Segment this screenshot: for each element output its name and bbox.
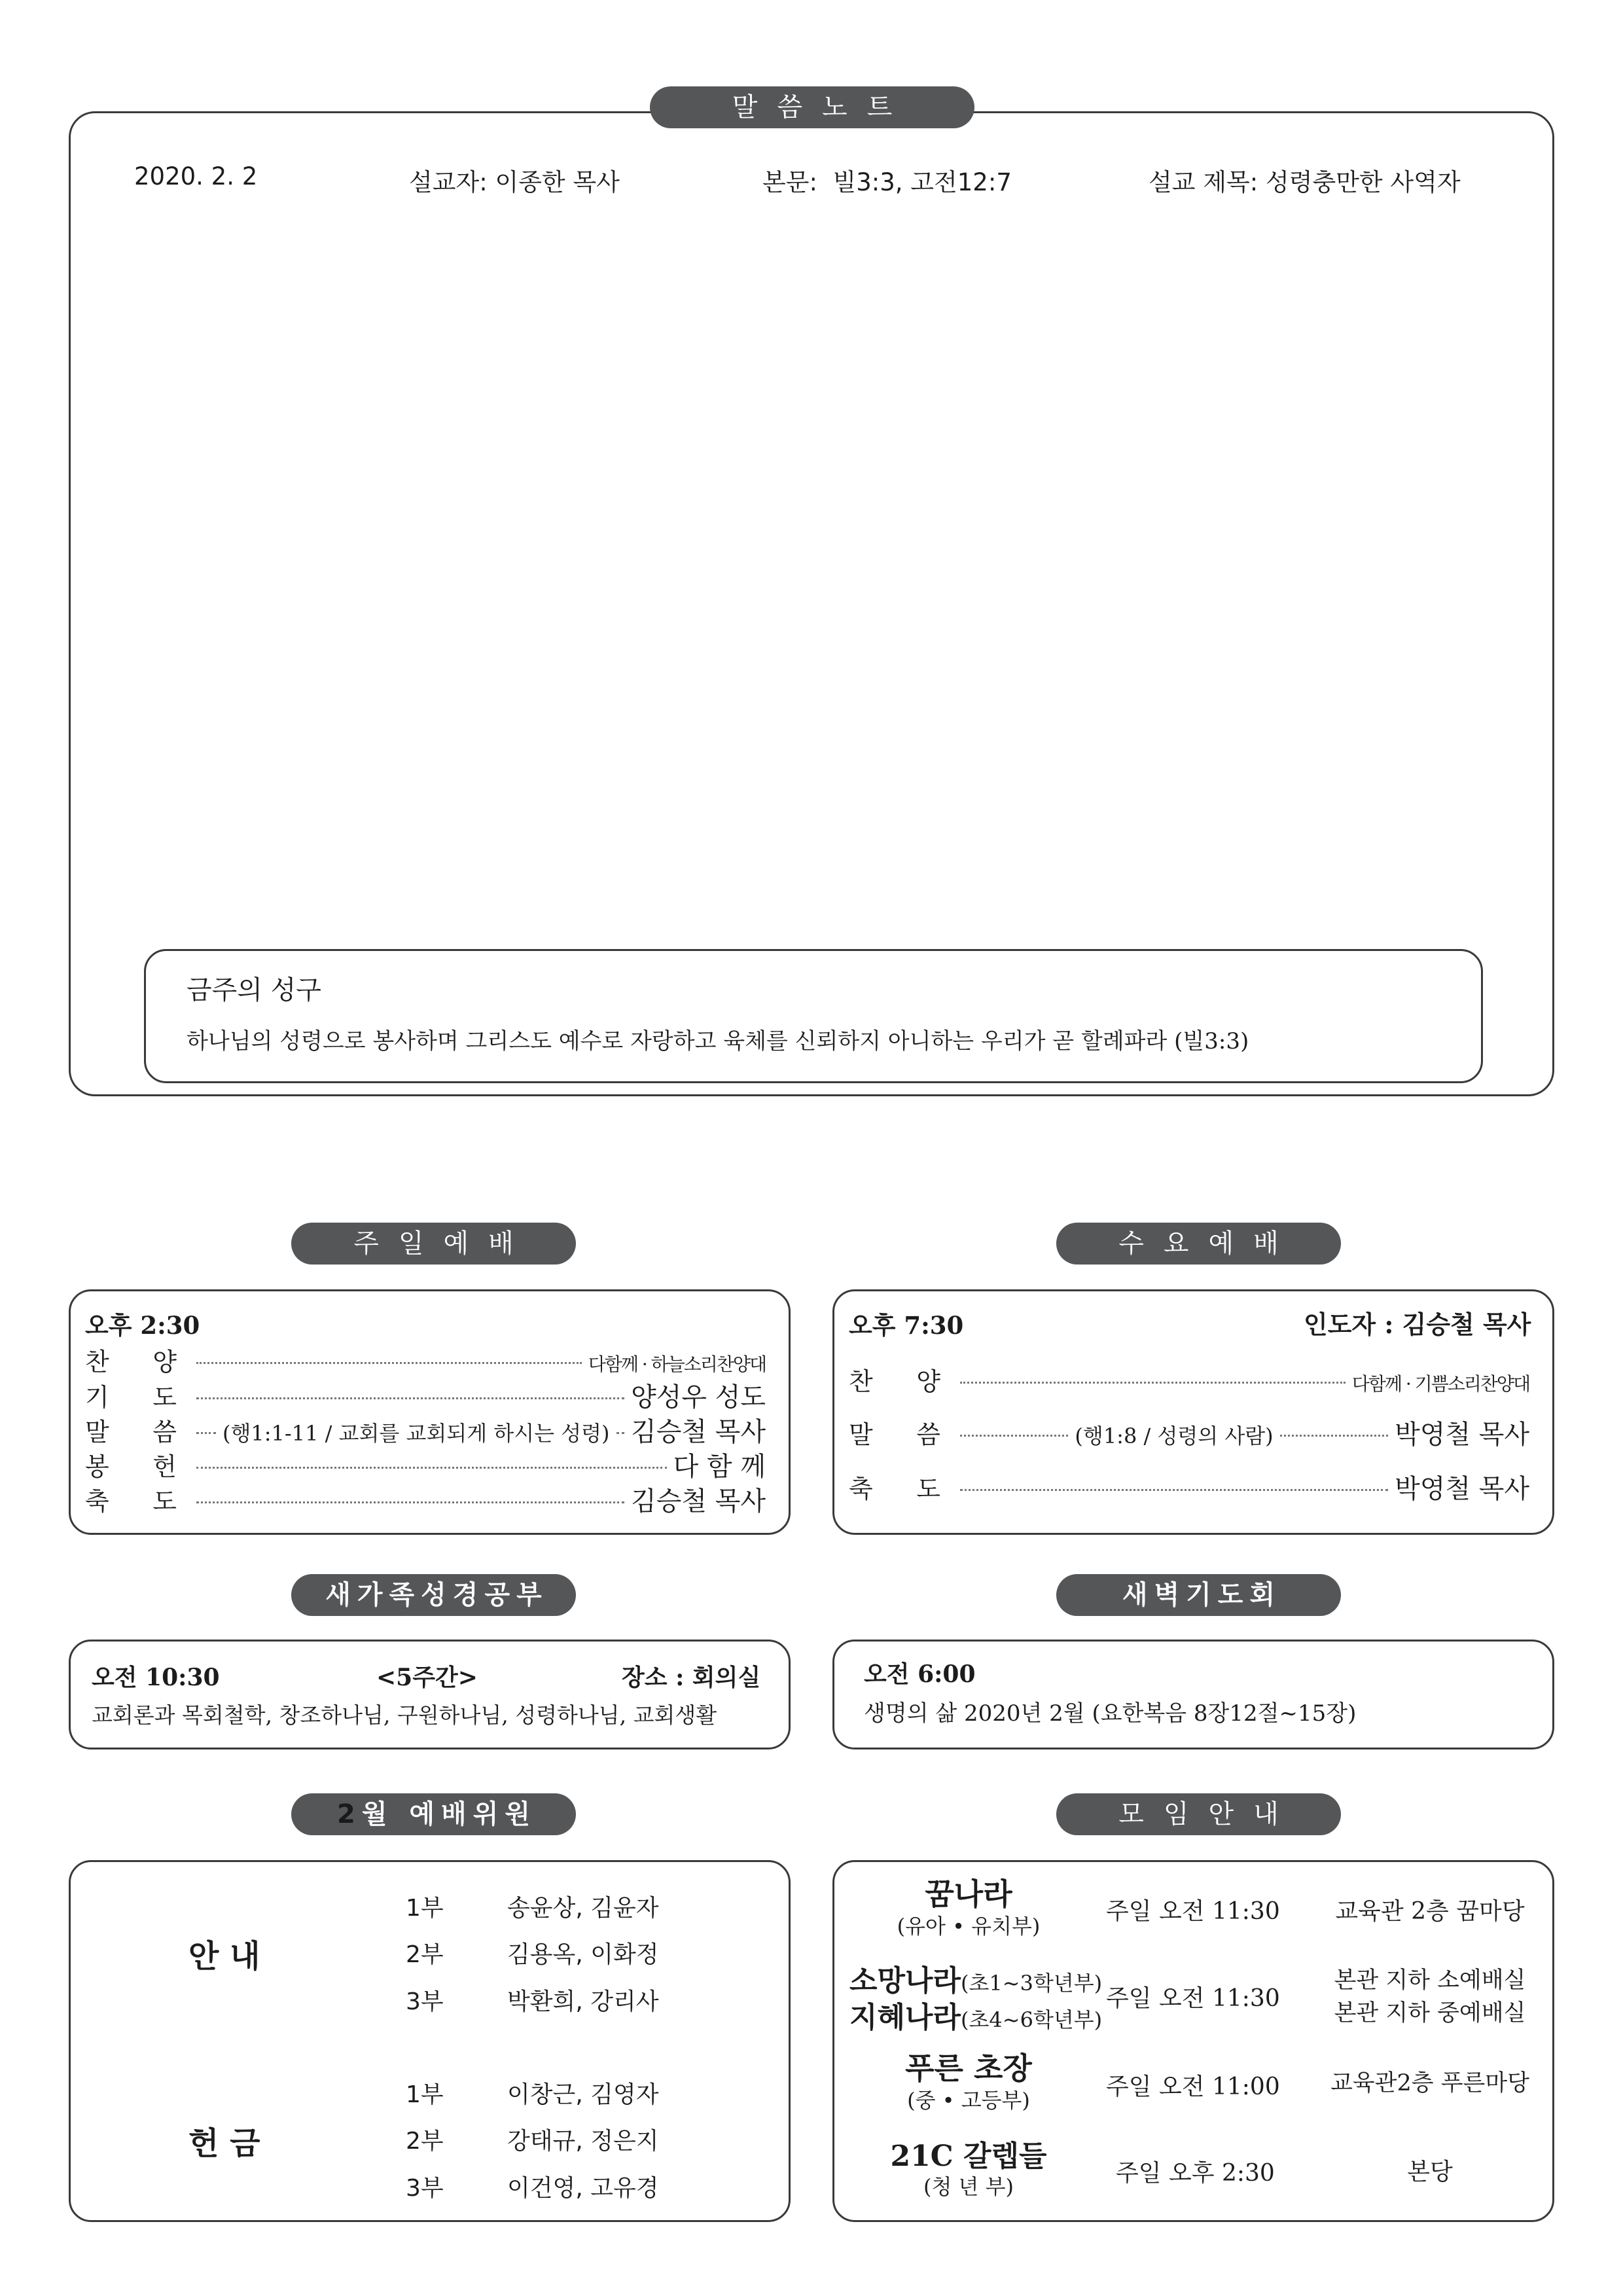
offering-label: 헌 금	[188, 2125, 260, 2162]
verse-title: 금주의 성구	[187, 975, 321, 1005]
meeting-4-place: 본당	[1407, 2159, 1453, 2185]
sermon-note-title: 말씀노트	[650, 86, 974, 128]
study-topics: 교회론과 목회철학, 창조하나님, 구원하나님, 성령하나님, 교회생활	[92, 1702, 717, 1728]
wednesday-row-benediction: 축 도 박영철 목사	[849, 1474, 1529, 1504]
sunday-row-benediction: 축 도 김승철 목사	[85, 1486, 766, 1516]
study-time: 오전 10:30	[92, 1664, 220, 1691]
sunday-row-sermon: 말 씀 (행1:1-11 / 교회를 교회되게 하시는 성령) 김승철 목사	[85, 1417, 766, 1447]
meeting-1-sub: (유아 • 유치부)	[897, 1914, 1041, 1939]
wednesday-worship-title: 수요예배	[1056, 1223, 1341, 1265]
meeting-2-place: 본관 지하 소예배실	[1334, 1967, 1526, 1994]
dawn-prayer-title: 새벽기도회	[1056, 1574, 1341, 1616]
usher-part-3: 3부	[406, 1988, 444, 2015]
weekly-verse-box	[144, 949, 1483, 1083]
family-bible-study-box	[69, 1640, 791, 1749]
usher-names-3: 박환희, 강리사	[507, 1988, 659, 2015]
offering-names-3: 이건영, 고유경	[507, 2175, 659, 2202]
sermon-date: 2020. 2. 2	[134, 162, 258, 190]
wednesday-row-hymn: 찬 양 다함께 · 기쁨소리찬양대	[849, 1367, 1529, 1396]
meeting-3-time: 주일 오전 11:00	[1106, 2073, 1280, 2100]
wednesday-row-sermon: 말 씀 (행1:8 / 성령의 사람) 박영철 목사	[849, 1420, 1530, 1450]
meeting-4-sub: (청 년 부)	[923, 2174, 1014, 2199]
committee-title-number: 2	[337, 1799, 362, 1829]
meeting-4-time: 주일 오후 2:30	[1116, 2160, 1275, 2187]
study-duration: <5주간>	[376, 1664, 478, 1691]
meeting-1-place: 교육관 2층 꿈마당	[1335, 1898, 1525, 1925]
usher-names-2: 김용옥, 이화정	[507, 1941, 659, 1968]
wednesday-time: 오후 7:30	[849, 1311, 964, 1340]
study-place: 장소 : 회의실	[622, 1664, 761, 1691]
ushers-label: 안 내	[188, 1938, 260, 1975]
sunday-worship-title: 주일예배	[291, 1223, 576, 1265]
meeting-2-place2: 본관 지하 중예배실	[1334, 2000, 1526, 2026]
meeting-1-time: 주일 오전 11:30	[1106, 1898, 1280, 1925]
sunday-row-offering: 봉 헌 다 함 께	[85, 1452, 766, 1482]
meeting-3-name: 푸른 초장	[905, 2051, 1032, 2086]
committee-title	[291, 1793, 576, 1835]
meeting-2-name2: 지혜나라(초4~6학년부)	[849, 2001, 1103, 2034]
usher-part-2: 2부	[406, 1941, 444, 1968]
family-bible-study-title: 새가족성경공부	[291, 1574, 576, 1616]
committee-title-text: 월 예배위원	[361, 1799, 537, 1829]
meeting-2-time: 주일 오전 11:30	[1106, 1985, 1280, 2012]
verse-text: 하나님의 성령으로 봉사하며 그리스도 예수로 자랑하고 육체를 신뢰하지 아니하는 우리가 곧 할례파라 (빌3:3)	[187, 1028, 1249, 1054]
meeting-3-place: 교육관2층 푸른마당	[1330, 2070, 1529, 2096]
usher-part-1: 1부	[406, 1895, 444, 1922]
offering-names-2: 강태규, 정은지	[507, 2128, 659, 2155]
offering-names-1: 이창근, 김영자	[507, 2081, 659, 2108]
sunday-time: 오후 2:30	[85, 1311, 200, 1340]
meeting-1-name: 꿈나라	[925, 1876, 1012, 1912]
offering-part-1: 1부	[406, 2081, 444, 2108]
usher-names-1: 송윤상, 김윤자	[507, 1895, 659, 1922]
sunday-row-prayer: 기 도 양성우 성도	[85, 1382, 766, 1412]
offering-part-3: 3부	[406, 2175, 444, 2202]
wednesday-leader: 인도자 : 김승철 목사	[1304, 1310, 1531, 1339]
offering-part-2: 2부	[406, 2128, 444, 2155]
sunday-row-hymn: 찬 양 다함께 · 하늘소리찬양대	[85, 1348, 766, 1376]
sermon-title: 설교 제목: 성령충만한 사역자	[1149, 168, 1461, 196]
dawn-text: 생명의 삶 2020년 2월 (요한복음 8장12절~15장)	[864, 1700, 1357, 1727]
sermon-passage: 본문: 빌3:3, 고전12:7	[762, 168, 1012, 196]
meeting-4-name: 21C 갈렙들	[890, 2140, 1047, 2173]
meeting-2-name: 소망나라(초1~3학년부)	[849, 1964, 1103, 1998]
meeting-3-sub: (중 • 고등부)	[907, 2088, 1030, 2113]
sermon-preacher: 설교자: 이종한 목사	[409, 168, 620, 196]
dawn-time: 오전 6:00	[864, 1660, 976, 1688]
meetings-title: 모임안내	[1056, 1793, 1341, 1835]
